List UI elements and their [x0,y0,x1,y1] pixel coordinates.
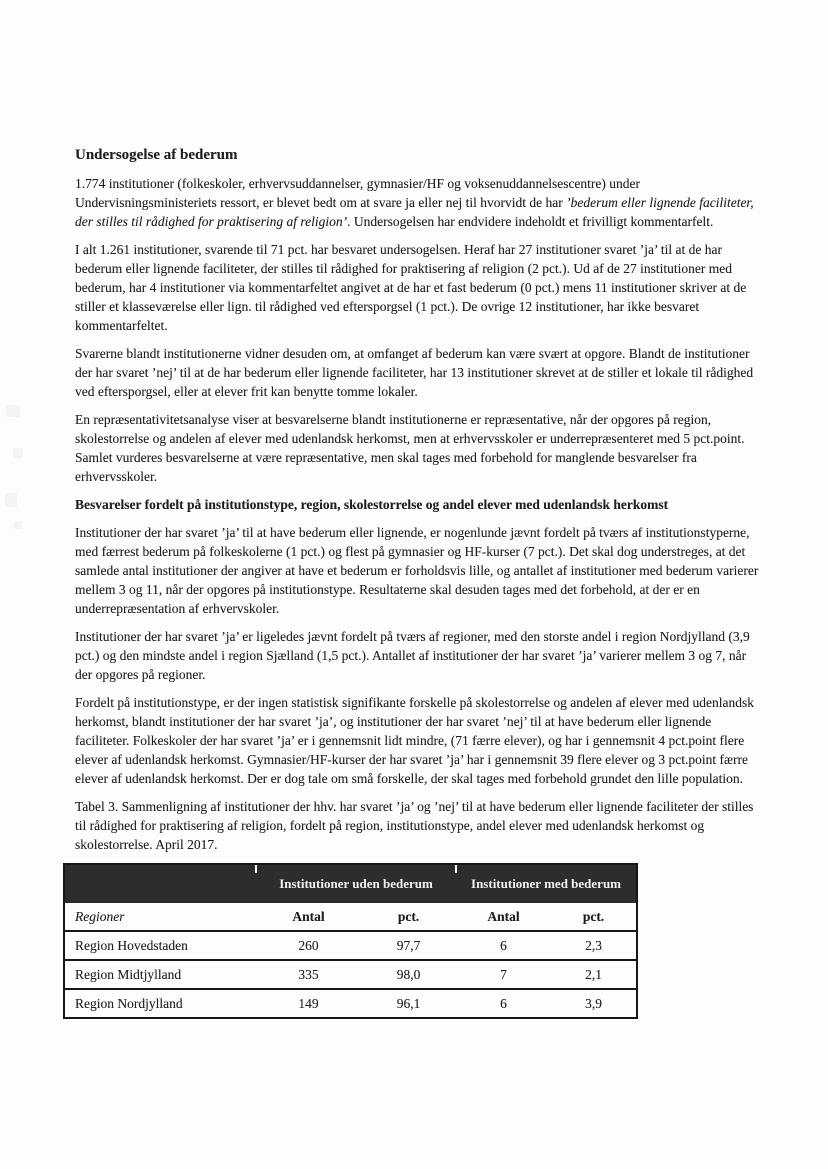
document-body [75,146,766,1019]
table-row-hovedstaden [64,931,637,960]
table-column-header-row [64,903,637,931]
table-caption: Tabel 3. Sammenligning af institutioner der hhv. har svaret ’ja’ og ’nej’ til at have bederum eller lignende faciliteter der stilles til rådighed for praktisering af religion, fordelt på region, institutionstype, andel elever med udenlandsk herkomst og skolestorrelse. April 2017. [75,799,754,852]
document-title: Undersogelse af bederum [75,147,238,163]
scan-artifact [5,493,17,507]
paragraph-intro-end: . Undersogelsen har endvidere indeholdt et frivilligt kommentarfelt. [347,214,714,229]
table-cell-pct-med: 3,9 [551,989,637,1018]
section-heading: Besvarelser fordelt på institutionstype, region, skolestorrelse og andel elever med udenlandsk herkomst [75,497,669,512]
table-cell-antal-uden: 335 [256,960,361,989]
paragraph-representativity: En repræsentativitetsanalyse viser at besvarelserne blandt institutionerne er repræsentative, når der opgores på region, skolestorrelse og andelen af elever med udenlandsk herkomst, men at erhvervsskoler er underrepræsenteret med 5 pct.point. Samlet vurderes besvarelserne at være repræsentative, men skal tages med forbehold for manglende besvarelser fra erhvervsskoler. [75,412,745,484]
table-cell-antal-med: 6 [456,931,551,960]
table-group-header-med-bederum: Institutioner med bederum [456,864,637,903]
table-column-header-pct-uden: pct. [361,903,456,931]
scan-artifact [6,405,20,417]
table-cell-pct-uden: 98,0 [361,960,456,989]
table-cell-pct-uden: 96,1 [361,989,456,1018]
table-row-nordjylland [64,989,637,1018]
paragraph-comments: Svarerne blandt institutionerne vidner desuden om, at omfanget af bederum kan være svært at opgore. Blandt de institutioner der har svaret ’nej’ til at de har bederum eller lignende faciliteter, har 13 institutioner skrevet at de stiller et lokale til rådighed ved eftersporgsel, eller at elever frit kan benytte tomme lokaler. [75,346,754,399]
table-column-header-antal-uden: Antal [256,903,361,931]
table-cell-pct-uden: 97,7 [361,931,456,960]
table-cell-pct-med: 2,1 [551,960,637,989]
table-column-header-antal-med: Antal [456,903,551,931]
table-cell-antal-med: 6 [456,989,551,1018]
table-group-header-spacer [64,864,256,903]
region-label: Region Midtjylland [64,960,256,989]
paragraph-differences: Fordelt på institutionstype, er der ingen statistisk signifikante forskelle på skolestorrelse og andelen af elever med udenlandsk herkomst, blandt institutioner der har svaret ’ja’, og institutioner der har svaret ’nej’ til at have bederum eller lignende faciliteter. Folkeskoler der har svaret ’ja’ er i gennemsnit lidt mindre, (71 færre elever), og har i gennemsnit 4 pct.point flere elever af udenlandsk herkomst. Gymnasier/HF-kurser der har svaret ’ja’ har i gennemsnit 39 flere elever og 3 pct.point færre elever af udenlandsk herkomst. Der er dog tale om små forskelle, der skal tages med forbehold grundet den lille population. [75,695,754,786]
table-column-header-pct-med: pct. [551,903,637,931]
comparison-table [63,863,638,1019]
paragraph-intro [75,174,766,231]
table-cell-pct-med: 2,3 [551,931,637,960]
table-group-header-row [64,864,637,903]
region-label: Region Hovedstaden [64,931,256,960]
scan-artifact [13,448,23,458]
table-cell-antal-uden: 260 [256,931,361,960]
scan-artifact [14,521,22,529]
table-column-header-regioner: Regioner [64,903,256,931]
paragraph-regions: Institutioner der har svaret ’ja’ er ligeledes jævnt fordelt på tværs af regioner, med den storste andel i region Nordjylland (3,9 pct.) og den mindste andel i region Sjælland (1,5 pct.). Antallet af institutioner der har svaret ’ja’ varierer mellem 3 og 7, når der opgores på regioner. [75,629,750,682]
region-label: Region Nordjylland [64,989,256,1018]
paragraph-institution-types: Institutioner der har svaret ’ja’ til at have bederum eller lignende, er nogenlunde jævnt fordelt på tværs af institutionstyperne, med færrest bederum på folkeskolerne (1 pct.) og flest på gymnasier og HF-kurser (7 pct.). Det skal dog understreges, at det samlede antal institutioner der angiver at have et bederum er forholdsvis lille, og antallet af institutioner med bederum varierer mellem 3 og 11, når der opgores på institutionstype. Resultaterne skal desuden tages med det forbehold, at der er en underrepræsentation af erhvervskoler. [75,525,759,616]
table-cell-antal-uden: 149 [256,989,361,1018]
table-cell-antal-med: 7 [456,960,551,989]
table-row-midtjylland [64,960,637,989]
paragraph-response-rate: I alt 1.261 institutioner, svarende til 71 pct. har besvaret undersogelsen. Heraf har 27 institutioner svaret ’ja’ til at de har bederum eller lignende faciliteter, der stilles til rådighed for praktisering af religion (2 pct.). Ud af de 27 institutioner med bederum, har 4 institutioner via kommentarfeltet angivet at de har et fast bederum (0 pct.) mens 11 institutioner skriver at de stiller et klasseværelse eller lign. til rådighed ved eftersporgsel (1 pct.). De ovrige 12 institutioner, har ikke besvaret kommentarfeltet. [75,242,747,333]
paragraph-intro-text: 1.774 institutioner (folkeskoler, erhvervsuddannelser, gymnasier/HF og voksenuddannelsescentre) under Undervisningsministeriets ressort, er blevet bedt om at svare ja eller nej til hvorvidt de har [75,176,641,210]
table-group-header-uden-bederum: Institutioner uden bederum [256,864,456,903]
quoted-survey-question: ’bederum eller lignende faciliteter, der stilles til rådighed for praktisering af religion’ [75,195,754,229]
